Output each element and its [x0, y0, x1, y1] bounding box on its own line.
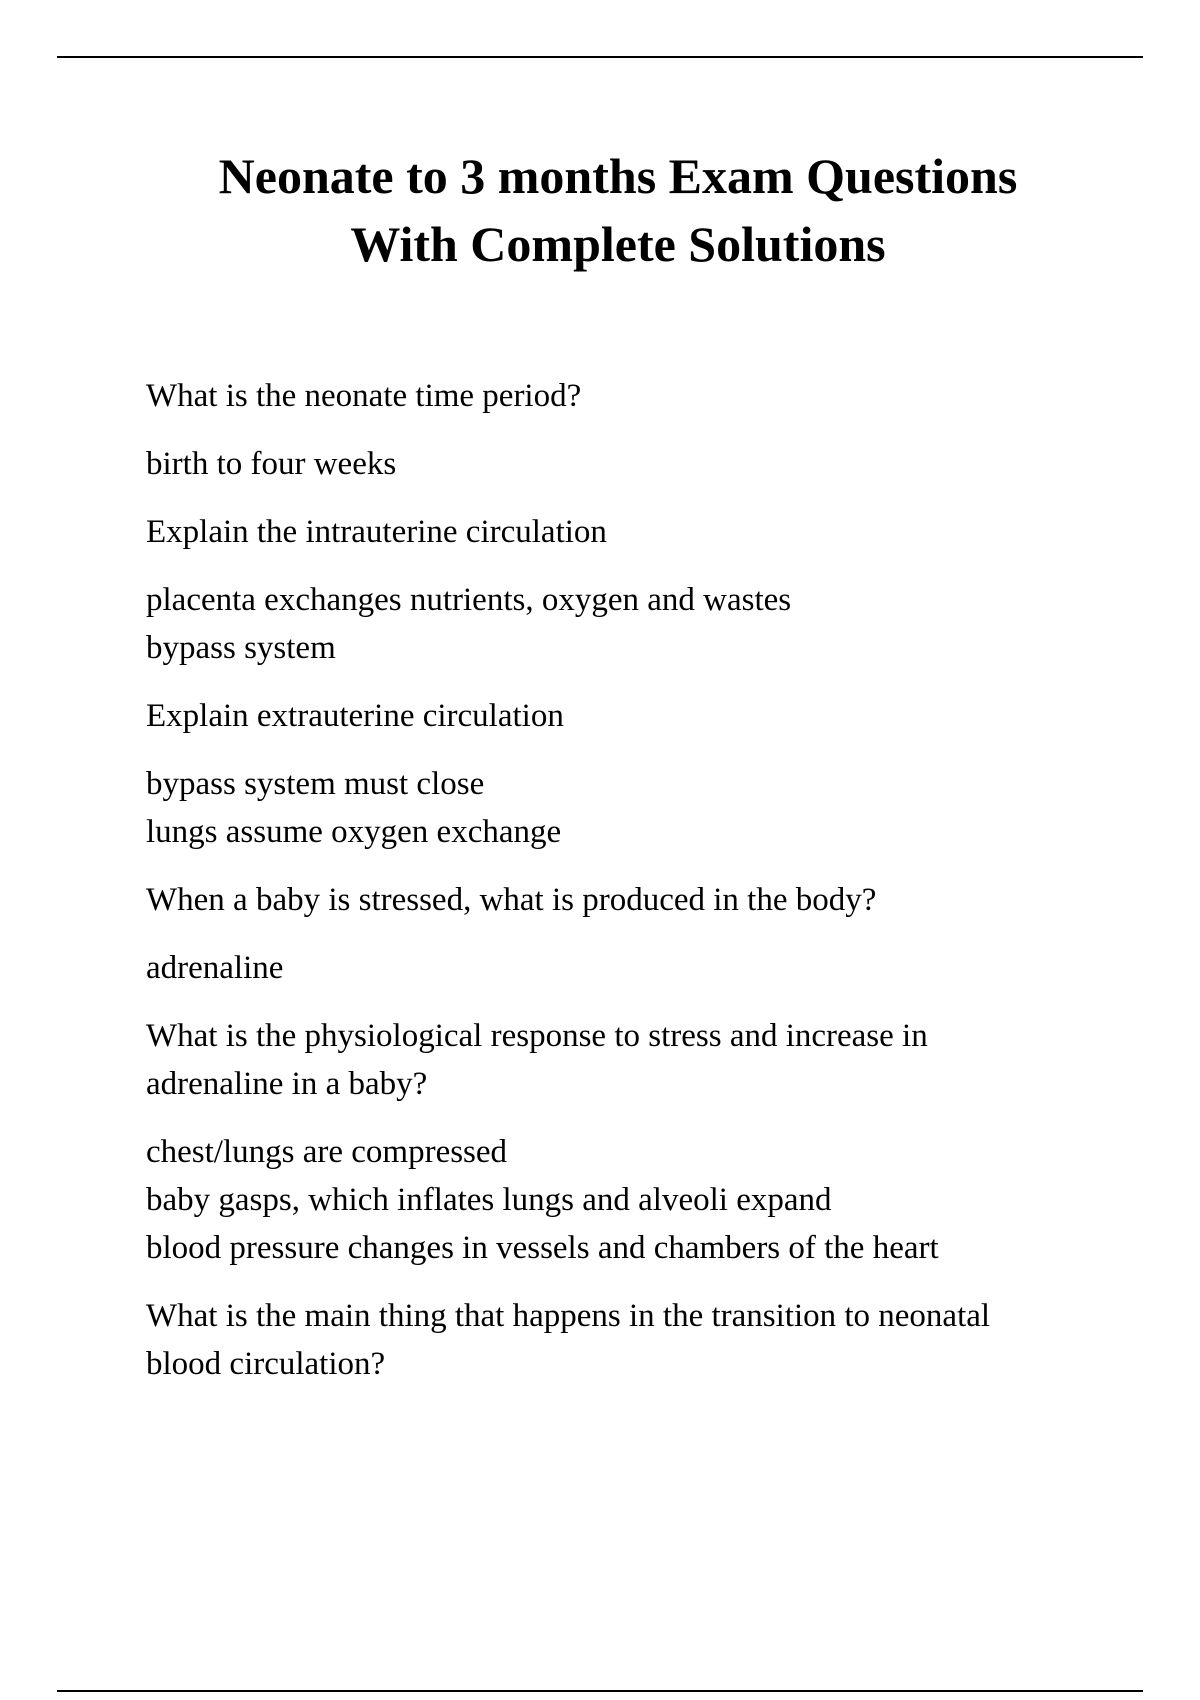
- bottom-rule: [57, 1690, 1143, 1692]
- text-line: baby gasps, which inflates lungs and alveoli expand: [146, 1182, 832, 1218]
- question-text: [146, 692, 1136, 740]
- question-text: [146, 1292, 1136, 1388]
- answer-text: [146, 1128, 1136, 1272]
- text-line: blood circulation?: [146, 1346, 386, 1382]
- question-text: [146, 876, 1136, 924]
- text-line: When a baby is stressed, what is produced in the body?: [146, 882, 877, 918]
- question-text: [146, 1012, 1136, 1108]
- text-line: birth to four weeks: [146, 446, 397, 482]
- question-text: [146, 508, 1136, 556]
- text-line: What is the main thing that happens in the transition to neonatal: [146, 1298, 991, 1334]
- question-text: [146, 372, 1136, 420]
- document-title: [100, 142, 1136, 278]
- text-line: blood pressure changes in vessels and chambers of the heart: [146, 1230, 939, 1266]
- qa-list: [146, 372, 1136, 1408]
- text-line: What is the physiological response to stress and increase in: [146, 1018, 928, 1054]
- text-line: adrenaline in a baby?: [146, 1066, 428, 1102]
- text-line: adrenaline: [146, 950, 284, 986]
- top-rule: [57, 56, 1143, 58]
- text-line: Explain the intrauterine circulation: [146, 514, 607, 550]
- text-line: lungs assume oxygen exchange: [146, 814, 562, 850]
- text-line: What is the neonate time period?: [146, 378, 582, 414]
- answer-text: [146, 440, 1136, 488]
- title-line: With Complete Solutions: [350, 216, 886, 272]
- answer-text: [146, 760, 1136, 856]
- text-line: placenta exchanges nutrients, oxygen and wastes: [146, 582, 792, 618]
- answer-text: [146, 576, 1136, 672]
- text-line: bypass system must close: [146, 766, 485, 802]
- text-line: chest/lungs are compressed: [146, 1134, 508, 1170]
- answer-text: [146, 944, 1136, 992]
- text-line: Explain extrauterine circulation: [146, 698, 564, 734]
- title-line: Neonate to 3 months Exam Questions: [218, 148, 1018, 204]
- text-line: bypass system: [146, 630, 336, 666]
